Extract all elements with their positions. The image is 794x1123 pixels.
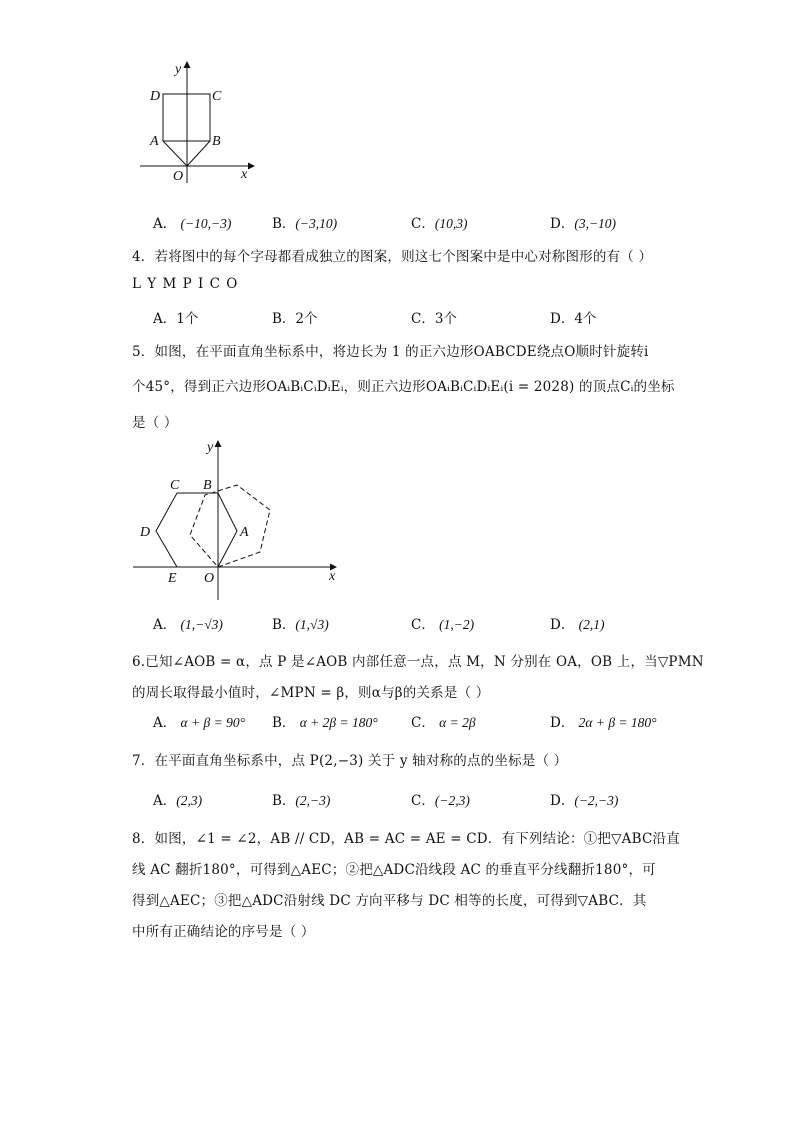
label-d: D — [150, 89, 161, 104]
figure-hexagon-rotation — [130, 435, 345, 605]
segment-bo — [187, 141, 210, 166]
q4-option-a[interactable]: A．1个 — [153, 311, 199, 327]
q6-option-a[interactable]: A． α + β = 90° — [153, 715, 245, 731]
q7-option-d[interactable]: D．(−2,−3) — [550, 793, 619, 809]
q5-stem-line2: 个45°，得到正六边形OAᵢBᵢCᵢDᵢEᵢ，则正六边形OAᵢBᵢCᵢDᵢEᵢ(i = 2028) 的顶点Cᵢ的坐标 — [132, 379, 675, 395]
q5-option-d[interactable]: D． (2,1) — [550, 617, 605, 633]
x-axis-arrow — [248, 163, 255, 170]
q7-option-c[interactable]: C．(−2,3) — [411, 793, 470, 809]
q8-stem-line4: 中所有正确结论的序号是（ ） — [132, 924, 315, 940]
q8-stem-line2: 线 AC 翻折180°，可得到△AEC；②把△ADC沿线段 AC 的垂直平分线翻折180°，可 — [132, 862, 656, 878]
q4-stem: 4．若将图中的每个字母都看成独立的图案，则这七个图案中是中心对称图形的有（ ） — [132, 249, 653, 265]
label-a: A — [240, 525, 249, 540]
q3-option-c[interactable]: C．(10,3) — [411, 216, 468, 232]
q4-option-d[interactable]: D．4个 — [550, 311, 597, 327]
q6-stem-line2: 的周长取得最小值时，∠MPN = β，则α与β的关系是（ ） — [132, 685, 490, 701]
segment-ao — [163, 141, 187, 166]
label-o: O — [173, 169, 184, 184]
label-o: O — [204, 571, 215, 586]
label-b: B — [212, 134, 221, 149]
q5-stem-line1: 5．如图，在平面直角坐标系中，将边长为 1 的正六边形OABCDE绕点O顺时针旋转i — [132, 344, 649, 360]
label-x: x — [241, 167, 248, 182]
q6-option-d[interactable]: D． 2α + β = 180° — [550, 715, 657, 731]
q8-stem-line1: 8．如图，∠1 = ∠2，AB // CD，AB = AC = AE = CD．有下列结论：①把▽ABC沿直 — [132, 831, 680, 847]
q4-option-c[interactable]: C．3个 — [411, 311, 457, 327]
hexagon-oabcde — [156, 493, 237, 567]
y-axis-arrow — [184, 61, 191, 68]
label-e: E — [168, 571, 177, 586]
q6-stem-line1: 6.已知∠AOB = α，点 P 是∠AOB 内部任意一点，点 M，N 分别在 OA，OB 上，当▽PMN — [132, 654, 704, 670]
q7-stem: 7．在平面直角坐标系中，点 P(2,−3) 关于 y 轴对称的点的坐标是（ ） — [132, 753, 568, 769]
q7-option-a[interactable]: A．(2,3) — [153, 793, 203, 809]
q5-option-a[interactable]: A． (1,−√3) — [153, 617, 223, 633]
q3-option-b[interactable]: B．(−3,10) — [272, 216, 338, 232]
q8-stem-line3: 得到△AEC；③把△ADC沿射线 DC 方向平移与 DC 相等的长度，可得到▽ABC．其 — [132, 893, 647, 909]
label-b: B — [203, 478, 212, 493]
q4-letters: L Y M P I C O — [132, 276, 239, 292]
label-c: C — [170, 478, 180, 493]
q5-option-c[interactable]: C． (1,−2) — [411, 617, 475, 633]
q5-stem-line3: 是（ ） — [132, 415, 178, 431]
y-axis-arrow — [215, 440, 222, 447]
figure-square-coordinate — [140, 58, 260, 188]
q6-option-b[interactable]: B． α + 2β = 180° — [272, 715, 378, 731]
label-c: C — [212, 89, 222, 104]
hexagon-rotated-dashed — [190, 485, 270, 567]
q7-option-b[interactable]: B．(2,−3) — [272, 793, 331, 809]
q5-option-b[interactable]: B．(1,√3) — [272, 617, 329, 633]
label-y: y — [175, 62, 182, 77]
label-a: A — [150, 134, 159, 149]
q3-option-a[interactable]: A． (−10,−3) — [153, 216, 232, 232]
label-d: D — [140, 525, 151, 540]
label-y: y — [207, 440, 214, 455]
q6-option-c[interactable]: C． α = 2β — [411, 715, 476, 731]
label-x: x — [329, 569, 336, 584]
q3-option-d[interactable]: D．(3,−10) — [550, 216, 617, 232]
q4-option-b[interactable]: B．2个 — [272, 311, 318, 327]
